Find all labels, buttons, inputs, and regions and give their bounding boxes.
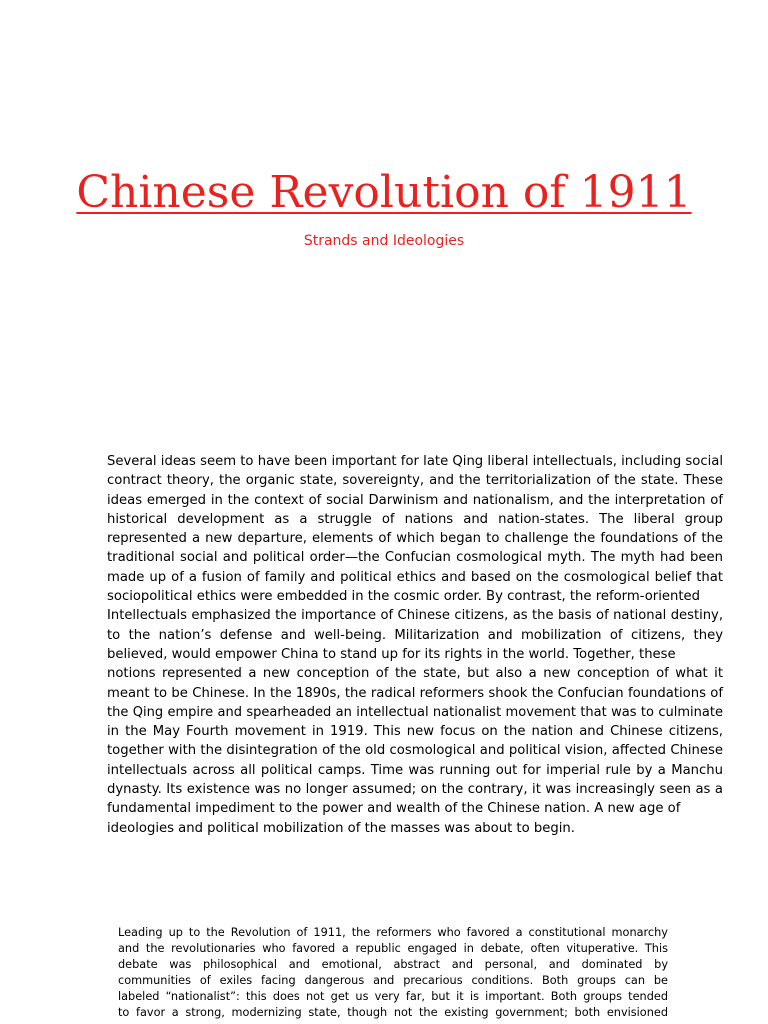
paragraph-line: in the May Fourth movement in 1919. This new focus on the nation and Chinese citizens, xyxy=(107,724,723,740)
paragraph-line: fundamental impediment to the power and wealth of the Chinese nation. A new age of xyxy=(107,801,681,817)
paragraph-line: dynasty. Its existence was no longer assumed; on the contrary, it was increasingly seen as a xyxy=(107,782,723,798)
paragraph-line: historical development as a struggle of nations and nation-states. The liberal group xyxy=(107,511,723,527)
paragraph-line: contract theory, the organic state, sovereignty, and the territorialization of the state. These xyxy=(107,473,723,489)
paragraph-line: ideologies and political mobilization of the masses was about to begin. xyxy=(107,820,575,836)
body-paragraph-2 xyxy=(118,925,668,1021)
paragraph-line: communities of exiles facing dangerous and precarious conditions. Both groups can be xyxy=(118,974,668,987)
paragraph-line: believed, would empower China to stand up for its rights in the world. Together, these xyxy=(107,646,676,662)
paragraph-line: made up of a fusion of family and political ethics and based on the cosmological belief that xyxy=(107,569,723,585)
document-subtitle: Strands and Ideologies xyxy=(303,233,465,249)
body-paragraph-1 xyxy=(107,452,723,838)
paragraph-line: Several ideas seem to have been important for late Qing liberal intellectuals, including social xyxy=(107,454,723,469)
paragraph-line: the Qing empire and spearheaded an intellectual nationalist movement that was to culminate xyxy=(107,704,723,720)
paragraph-line: to the nation’s defense and well-being. Militarization and mobilization of citizens, they xyxy=(107,627,723,643)
paragraph-line: debate was philosophical and emotional, abstract and personal, and dominated by xyxy=(118,958,668,971)
paragraph-line: ideas emerged in the context of social Darwinism and nationalism, and the interpretation of xyxy=(107,492,723,508)
paragraph-line: notions represented a new conception of the state, but also a new conception of what it xyxy=(107,666,723,682)
paragraph-line: represented a new departure, elements of which began to challenge the foundations of the xyxy=(107,531,723,547)
paragraph-line: and the revolutionaries who favored a republic engaged in debate, often vituperative. This xyxy=(118,942,668,955)
document-title: Chinese Revolution of 1911 xyxy=(76,167,692,218)
paragraph-line: sociopolitical ethics were embedded in the cosmic order. By contrast, the reform-oriented xyxy=(107,589,700,605)
paragraph-line: meant to be Chinese. In the 1890s, the radical reformers shook the Confucian foundations of xyxy=(107,685,723,701)
paragraph-line: together with the disintegration of the old cosmological and political vision, affected Chinese xyxy=(107,743,723,759)
paragraph-line: intellectuals across all political camps. Time was running out for imperial rule by a Manchu xyxy=(107,762,723,778)
paragraph-line: traditional social and political order—the Confucian cosmological myth. The myth had been xyxy=(107,550,723,566)
paragraph-line: Leading up to the Revolution of 1911, the reformers who favored a constitutional monarchy xyxy=(118,926,668,939)
paragraph-line: Intellectuals emphasized the importance of Chinese citizens, as the basis of national destiny, xyxy=(107,608,723,624)
paragraph-line: labeled “nationalist”: this does not get us very far, but it is important. Both groups tended xyxy=(118,990,668,1003)
paragraph-line: to favor a strong, modernizing state, though not the existing government; both envisioned xyxy=(118,1006,668,1019)
